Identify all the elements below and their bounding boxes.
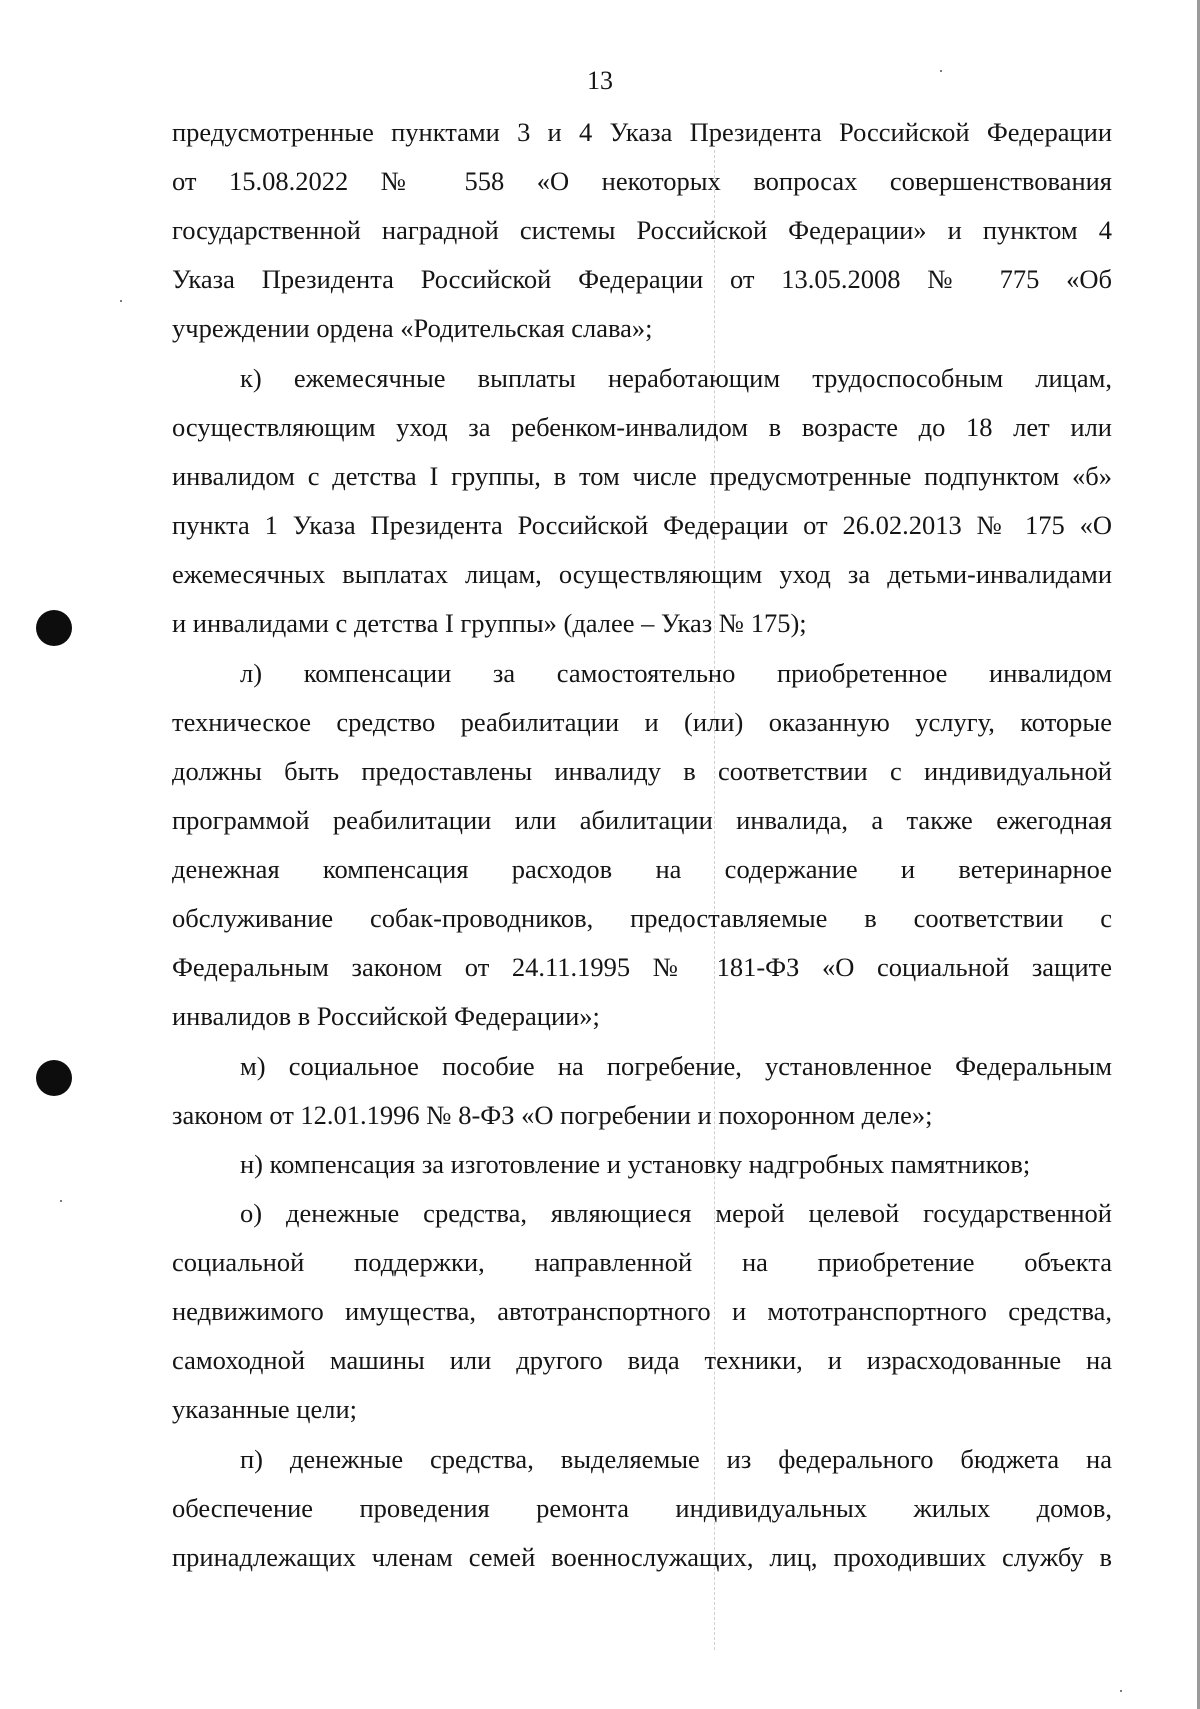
text-line: законом от 12.01.1996 № 8-ФЗ «О погребении и похоронном деле»; xyxy=(172,1100,933,1130)
text-line: программой реабилитации или абилитации инвалида, а также ежегодная xyxy=(172,805,1112,835)
paragraph-l-first-line: л) компенсации за самостоятельно приобретенное инвалидом xyxy=(240,658,1112,688)
text-line: учреждении ордена «Родительская слава»; xyxy=(172,313,653,343)
text-line: ежемесячных выплатах лицам, осуществляющим уход за детьми-инвалидами xyxy=(172,559,1112,589)
punch-hole-bottom xyxy=(36,1060,72,1096)
punch-hole-top xyxy=(36,610,72,646)
text-line: обслуживание собак-проводников, предоставляемые в соответствии с xyxy=(172,903,1112,933)
text-line: пункта 1 Указа Президента Российской Федерации от 26.02.2013 № 175 «О xyxy=(172,510,1112,540)
paragraph-o-first-line: о) денежные средства, являющиеся мерой целевой государственной xyxy=(240,1198,1112,1228)
text-line: должны быть предоставлены инвалиду в соответствии с индивидуальной xyxy=(172,756,1112,786)
scan-speck xyxy=(120,300,122,302)
paragraph-n: н) компенсация за изготовление и установку надгробных памятников; xyxy=(240,1149,1031,1179)
text-line: осуществляющим уход за ребенком-инвалидом в возрасте до 18 лет или xyxy=(172,412,1112,442)
page-number: 13 xyxy=(587,66,613,95)
text-line: самоходной машины или другого вида техники, и израсходованные на xyxy=(172,1345,1112,1375)
paragraph-m-first-line: м) социальное пособие на погребение, установленное Федеральным xyxy=(240,1051,1112,1081)
text-line: указанные цели; xyxy=(172,1394,357,1424)
text-line: Федеральным законом от 24.11.1995 № 181-ФЗ «О социальной защите xyxy=(172,952,1112,982)
text-line: государственной наградной системы Российской Федерации» и пунктом 4 xyxy=(172,215,1112,245)
text-line: инвалидом с детства I группы, в том числе предусмотренные подпунктом «б» xyxy=(172,461,1112,491)
text-line: недвижимого имущества, автотранспортного и мототранспортного средства, xyxy=(172,1296,1112,1326)
scan-speck xyxy=(1120,1690,1122,1692)
text-line: инвалидов в Российской Федерации»; xyxy=(172,1001,600,1031)
paragraph-p-first-line: п) денежные средства, выделяемые из федерального бюджета на xyxy=(240,1444,1112,1474)
text-line: обеспечение проведения ремонта индивидуальных жилых домов, xyxy=(172,1493,1112,1523)
text-line: денежная компенсация расходов на содержание и ветеринарное xyxy=(172,854,1112,884)
text-line: от 15.08.2022 № 558 «О некоторых вопросах совершенствования xyxy=(172,166,1112,196)
text-line: и инвалидами с детства I группы» (далее – Указ № 175); xyxy=(172,608,807,638)
text-line: социальной поддержки, направленной на приобретение объекта xyxy=(172,1247,1112,1277)
text-line: предусмотренные пунктами 3 и 4 Указа Президента Российской Федерации xyxy=(172,117,1112,147)
text-line: принадлежащих членам семей военнослужащих, лиц, проходивших службу в xyxy=(172,1542,1112,1572)
scan-speck xyxy=(60,1200,62,1202)
text-line: Указа Президента Российской Федерации от 13.05.2008 № 775 «Об xyxy=(172,264,1112,294)
text-line: техническое средство реабилитации и (или) оказанную услугу, которые xyxy=(172,707,1112,737)
paragraph-k-first-line: к) ежемесячные выплаты неработающим трудоспособным лицам, xyxy=(240,363,1112,393)
